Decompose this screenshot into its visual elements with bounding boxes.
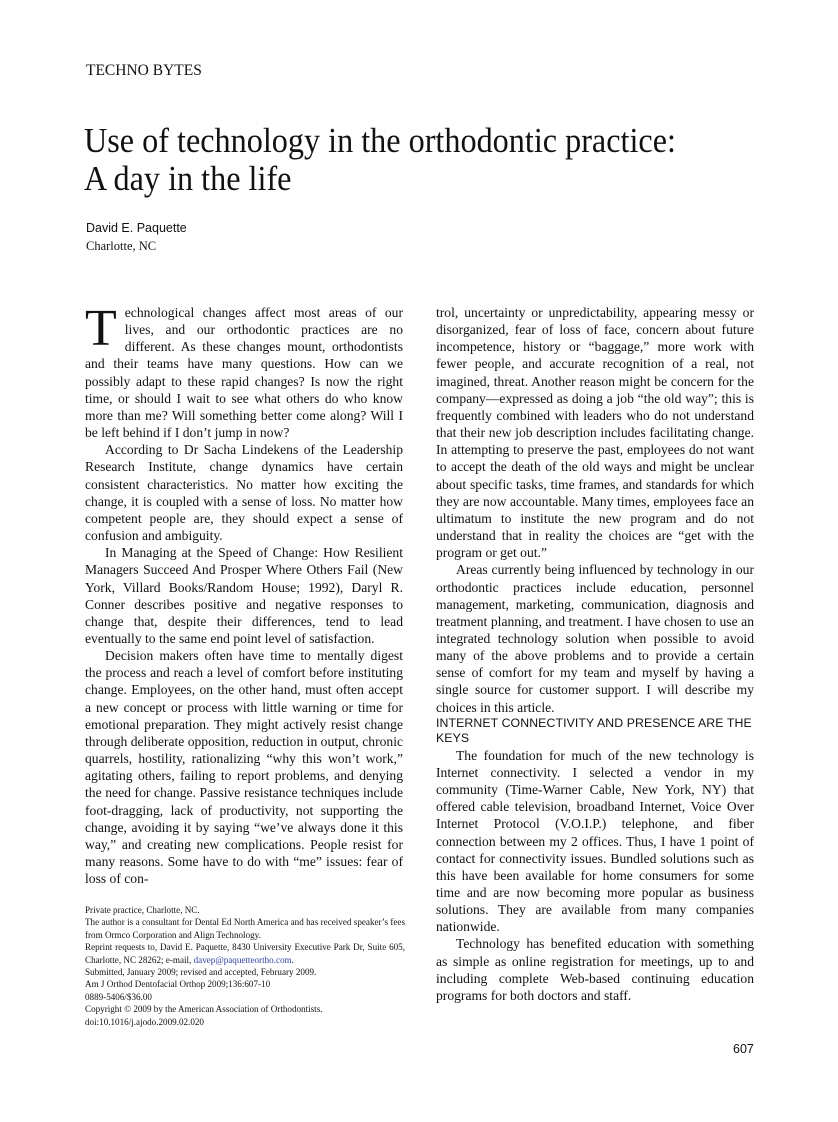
footnote-issn: 0889-5406/$36.00 xyxy=(85,991,152,1002)
paragraph: Technological changes affect most areas of our lives, and our orthodontic practices are no different. As these changes mount, orthodontists and their teams have many questions. How can we possibly adapt to these rapid changes? Is now the right time, or should I wait to see what others do who know more than me? Will something better come along? Will I be left behind if I don’t jump in now? xyxy=(85,300,403,441)
email-link[interactable]: davep@paquetteortho.com xyxy=(193,954,292,965)
footnote-citation: Am J Orthod Dentofacial Orthop 2009;136:607-10 xyxy=(85,979,271,990)
author-affiliation: Charlotte, NC xyxy=(86,239,157,253)
page-number: 607 xyxy=(733,1042,754,1056)
footnote-copyright: Copyright © 2009 by the American Association of Orthodontists. xyxy=(85,1004,323,1015)
article-title xyxy=(84,122,728,198)
footnote-reprint: Reprint requests to, David E. Paquette, 8430 University Executive Park Dr, Suite 605, Charlotte, NC 28262; e-mail, davep@paquetteortho.com. xyxy=(85,942,405,965)
article-title-line-1: Use of technology in the orthodontic practice: xyxy=(84,121,676,160)
paragraph: In Managing at the Speed of Change: How Resilient Managers Succeed And Prosper Where Others Fail (New York, Villard Books/Random House; 1992), Daryl R. Conner describes positive and negative responses to change that, despite their differences, tend to lead eventually to the same end point level of satisfaction. xyxy=(85,545,403,646)
paragraph: According to Dr Sacha Lindekens of the Leadership Research Institute, change dynamics have certain consistent characteristics. No matter how exciting the change, it is coupled with a sense of loss. No matter how competent people are, they should expect a sense of confusion and ambiguity. xyxy=(85,442,403,544)
paragraph: Technology has benefited education with something as simple as online registration for meetings, up to and including complete Web-based continuing education programs for both doctors and staff. xyxy=(436,936,754,1003)
footnote-practice: Private practice, Charlotte, NC. xyxy=(85,905,200,915)
footnotes xyxy=(85,904,405,1028)
paragraph: The foundation for much of the new technology is Internet connectivity. I selected a vendor in my community (Time-Warner Cable, New York, NY) that offered cable television, broadband Internet, Voice Over Internet Protocol (V.O.I.P.) telephone, and fiber connection between my 2 offices. Thus, I have 1 point of contact for connectivity issues. Bundled solutions such as this have been available for home consumers for some time and are now becoming more popular as business solutions. They are available from many companies nationwide. xyxy=(436,747,754,935)
right-column xyxy=(436,304,754,1004)
paragraph: Areas currently being influenced by technology in our orthodontic practices include education, personnel management, marketing, communication, diagnosis and treatment planning, and treatment. I have chosen to use an integrated technology solution when possible to avoid many of the above problems and to provide a certain sense of comfort for my team and myself by having a single source for customer support. I will describe my choices in this article. xyxy=(436,562,754,715)
left-column xyxy=(85,300,403,887)
section-label: TECHNO BYTES xyxy=(86,62,202,79)
footnote-submitted: Submitted, January 2009; revised and accepted, February 2009. xyxy=(85,967,317,978)
drop-cap: T xyxy=(85,300,117,357)
paragraph: Decision makers often have time to mentally digest the process and reach a level of comfort before instituting change. Employees, on the other hand, must often accept a new concept or process with little warning or time for emotional preparation. They might actively resist change through deliberate opposition, reduction in output, chronic quarrels, hostility, rationalizing “why this won’t work,” agitating others, failing to report problems, and denying the need for change. Passive resistance techniques include foot-dragging, lack of productivity, not supporting the change, avoiding it by saying “we’ve always done it this way,” and creating new complications. People resist for many reasons. Some have to do with “me” issues: fear of loss of con- xyxy=(85,648,403,887)
author-name: David E. Paquette xyxy=(86,221,187,235)
footnote-doi: doi:10.1016/j.ajodo.2009.02.020 xyxy=(85,1016,204,1027)
paragraph: trol, uncertainty or unpredictability, appearing messy or disorganized, fear of loss of face, concern about future incompetence, history or “baggage,” more work with fewer people, and accurate recognition of a real, not imagined, threat. Another reason might be concern for the company—expressed as doing a job “the old way”; this is frequently combined with leaders who do not understand that their new job description includes facilitating change. In attempting to preserve the past, employees do not want to accept the death of the old ways and might be unclear about specific tasks, time frames, and standards for which they are now accountable. Many times, employees face an ultimatum to institute the new program and do not understand that in reality the choices are “get with the program or get out.” xyxy=(436,305,754,561)
article-title-line-2: A day in the life xyxy=(84,159,292,198)
section-heading: INTERNET CONNECTIVITY AND PRESENCE ARE THE KEYS xyxy=(436,715,752,746)
footnote-disclosure: The author is a consultant for Dental Ed North America and has received speaker’s fees from Ormco Corporation and Align Technology. xyxy=(85,917,405,940)
